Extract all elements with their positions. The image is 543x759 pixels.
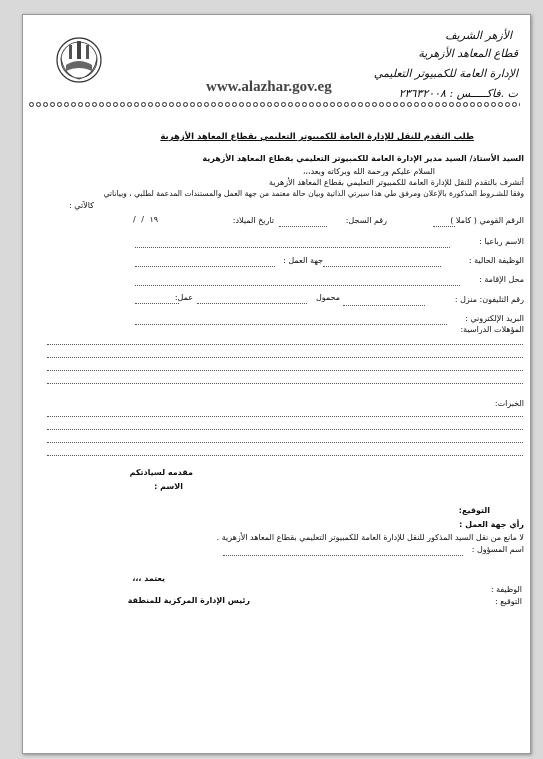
experience-line[interactable]: [47, 416, 523, 417]
email-field[interactable]: [135, 324, 447, 325]
qualifications-label: المؤهلات الدراسية:: [460, 325, 524, 334]
form-title: طلب التقدم للنقل للإدارة العامة للكمبيوتر التعليمي بقطاع المعاهد الأزهرية: [160, 132, 474, 142]
fax-line: ت .فاكـــــس : ٢٣٦٣٢٠٠٨: [398, 87, 518, 100]
form-page: [22, 14, 531, 754]
email-label: البريد الإلكتروني :: [465, 314, 524, 323]
intro-line-2: وفقا للشـروط المذكورة بالإعلان ومرفق طي هذا سيرتي الذاتية وبيان حالة معتمد من جهة العمل والمستندات المدعمة لطلبي ، وبياناتي: [103, 189, 524, 198]
signature2-label: التوقيع :: [495, 597, 522, 606]
ornamental-border: [28, 101, 520, 108]
full-name-field[interactable]: [135, 247, 450, 248]
mobile-field[interactable]: [197, 303, 307, 304]
mobile-label: محمول: [315, 293, 340, 302]
org-line-1: الأزهر الشريف: [445, 29, 512, 42]
national-id-field[interactable]: [433, 226, 455, 227]
national-id-label: الرقم القومي ( كاملا ): [450, 216, 524, 225]
residence-field[interactable]: [135, 285, 460, 286]
experience-line[interactable]: [47, 429, 523, 430]
workplace-field[interactable]: [135, 266, 275, 267]
intro-line-3: كالآتي :: [69, 201, 94, 210]
approved-label: يعتمد ،،،: [132, 574, 165, 583]
signature-label: التوقيع:: [458, 506, 490, 515]
org-line-3: الإدارة العامة للكمبيوتر التعليمي: [373, 67, 518, 80]
qualifications-line[interactable]: [47, 370, 523, 371]
no-objection-text: لا مانع من نقل السيد المذكور للنقل للإدارة العامة للكمبيوتر التعليمي بقطاع المعاهد الأزهرية .: [216, 533, 524, 542]
submitted-to: مقدمه لسيادتكم: [129, 468, 193, 477]
greeting: السلام عليكم ورحمة الله وبركاته وبعد،،،: [302, 167, 435, 176]
experience-line[interactable]: [47, 442, 523, 443]
full-name-label: الاسم رباعيا :: [479, 237, 524, 246]
intro-line-1: أتشرف بالتقدم للنقل للإدارة العامة للكمبيوتر التعليمي بقطاع المعاهد الأزهرية: [269, 178, 524, 187]
employer-opinion-label: رأي جهة العمل :: [459, 520, 524, 529]
registry-no-label: رقم السجل:: [345, 216, 387, 225]
phone-home-field[interactable]: [343, 305, 425, 306]
al-azhar-emblem-icon: [53, 35, 105, 85]
website-url: www.alazhar.gov.eg: [206, 79, 332, 95]
salutation: السيد الأستاذ/ السيد مدير الإدارة العامة للكمبيوتر التعليمي بقطاع المعاهد الأزهرية: [202, 154, 524, 163]
residence-label: محل الإقامة :: [479, 275, 524, 284]
job-title-label: الوظيفة :: [490, 585, 522, 594]
birth-date-label: تاريخ الميلاد:: [232, 216, 274, 225]
work-phone-label: عمل:: [174, 293, 193, 302]
current-job-label: الوظيفة الحالية :: [468, 256, 524, 265]
name-label: الاسم :: [154, 482, 183, 491]
phone-home-label: رقم التليفون: منزل :: [454, 295, 524, 304]
birth-date-value[interactable]: / / ١٩: [133, 215, 159, 224]
qualifications-line[interactable]: [47, 357, 523, 358]
org-line-2: قطاع المعاهد الأزهرية: [418, 47, 518, 60]
head-title: رئيس الإدارة المركزية للمنطقة: [127, 596, 250, 605]
experience-label: الخبرات:: [494, 399, 524, 408]
official-name-label: اسم المسؤول :: [471, 545, 524, 554]
official-name-field[interactable]: [223, 555, 463, 556]
qualifications-line[interactable]: [47, 383, 523, 384]
work-phone-field[interactable]: [135, 303, 179, 304]
workplace-label: جهة العمل :: [283, 256, 323, 265]
current-job-field[interactable]: [323, 266, 441, 267]
experience-line[interactable]: [47, 455, 523, 456]
qualifications-line[interactable]: [47, 344, 523, 345]
registry-no-field[interactable]: [279, 226, 327, 227]
